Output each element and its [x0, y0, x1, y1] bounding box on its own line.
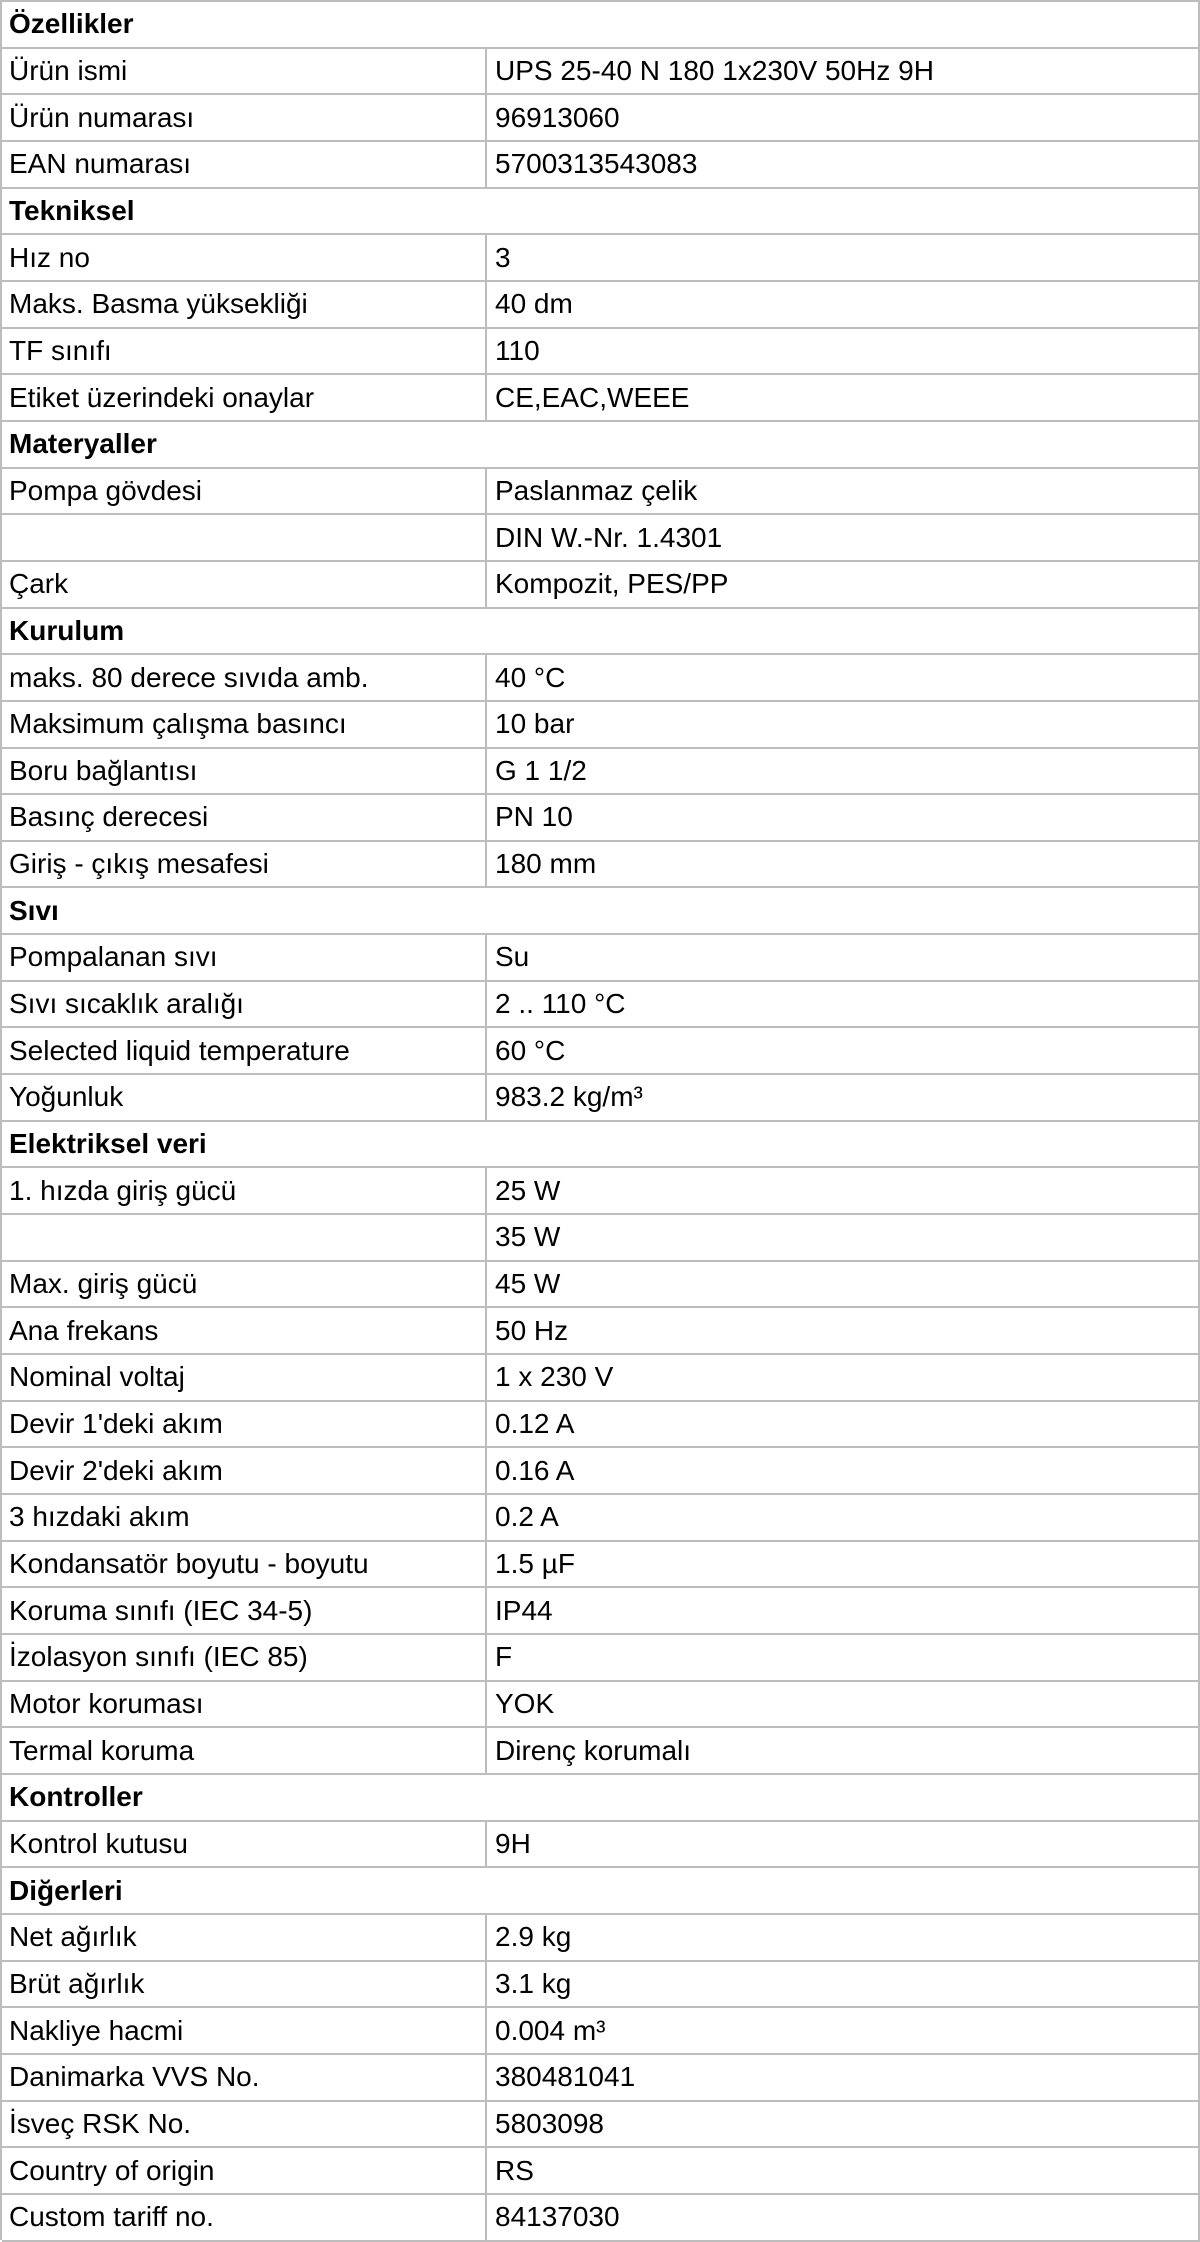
row-label: Brüt ağırlık	[2, 1962, 487, 2007]
table-row	[2, 515, 1200, 562]
section-title: Kurulum	[2, 609, 1200, 654]
row-label: Net ağırlık	[2, 1915, 487, 1960]
table-row	[2, 49, 1200, 96]
row-value: DIN W.-Nr. 1.4301	[487, 515, 1200, 560]
row-value: Kompozit, PES/PP	[487, 562, 1200, 607]
row-label: Selected liquid temperature	[2, 1028, 487, 1073]
table-row	[2, 142, 1200, 189]
table-row	[2, 1915, 1200, 1962]
row-label: Boru bağlantısı	[2, 749, 487, 794]
section-header	[2, 1775, 1200, 1822]
table-row	[2, 749, 1200, 796]
table-row	[2, 235, 1200, 282]
row-value: 35 W	[487, 1215, 1200, 1260]
table-row	[2, 1215, 1200, 1262]
row-label: Termal koruma	[2, 1728, 487, 1773]
row-label: Devir 1'deki akım	[2, 1402, 487, 1447]
row-value: CE,EAC,WEEE	[487, 375, 1200, 420]
row-value: G 1 1/2	[487, 749, 1200, 794]
table-row	[2, 1355, 1200, 1402]
row-label: Ürün ismi	[2, 49, 487, 94]
row-value: 10 bar	[487, 702, 1200, 747]
row-value: Su	[487, 935, 1200, 980]
row-label: Nakliye hacmi	[2, 2008, 487, 2053]
row-value: 50 Hz	[487, 1308, 1200, 1353]
row-label: Pompa gövdesi	[2, 469, 487, 514]
row-value: 2.9 kg	[487, 1915, 1200, 1960]
row-value: 40 dm	[487, 282, 1200, 327]
section-header	[2, 609, 1200, 656]
table-row	[2, 2102, 1200, 2149]
row-value: 380481041	[487, 2055, 1200, 2100]
section-title: Diğerleri	[2, 1868, 1200, 1913]
table-row	[2, 1402, 1200, 1449]
row-value: 983.2 kg/m³	[487, 1075, 1200, 1120]
table-row	[2, 795, 1200, 842]
table-row	[2, 469, 1200, 516]
row-label: Danimarka VVS No.	[2, 2055, 487, 2100]
table-row	[2, 329, 1200, 376]
row-value: 0.12 A	[487, 1402, 1200, 1447]
table-row	[2, 982, 1200, 1029]
table-row	[2, 1168, 1200, 1215]
table-row	[2, 1495, 1200, 1542]
row-label: İzolasyon sınıfı (IEC 85)	[2, 1635, 487, 1680]
table-row	[2, 1542, 1200, 1589]
table-row	[2, 1262, 1200, 1309]
row-label: Etiket üzerindeki onaylar	[2, 375, 487, 420]
row-label: Basınç derecesi	[2, 795, 487, 840]
table-row	[2, 1728, 1200, 1775]
table-row	[2, 2148, 1200, 2195]
table-row	[2, 1588, 1200, 1635]
row-value: 25 W	[487, 1168, 1200, 1213]
section-title: Elektriksel veri	[2, 1122, 1200, 1167]
row-label: EAN numarası	[2, 142, 487, 187]
row-value: 0.004 m³	[487, 2008, 1200, 2053]
table-row	[2, 1822, 1200, 1869]
table-row	[2, 562, 1200, 609]
table-row	[2, 1308, 1200, 1355]
table-row	[2, 1635, 1200, 1682]
row-label: 1. hızda giriş gücü	[2, 1168, 487, 1213]
row-value: F	[487, 1635, 1200, 1680]
section-title: Özellikler	[2, 2, 1200, 47]
row-value: 0.16 A	[487, 1448, 1200, 1493]
row-value: Paslanmaz çelik	[487, 469, 1200, 514]
table-row	[2, 95, 1200, 142]
table-row	[2, 655, 1200, 702]
table-row	[2, 1448, 1200, 1495]
table-row	[2, 935, 1200, 982]
table-row	[2, 282, 1200, 329]
table-row	[2, 1682, 1200, 1729]
row-label: Hız no	[2, 235, 487, 280]
row-value: 3	[487, 235, 1200, 280]
row-value: Direnç korumalı	[487, 1728, 1200, 1773]
row-label: 3 hızdaki akım	[2, 1495, 487, 1540]
table-row	[2, 2055, 1200, 2102]
section-header	[2, 888, 1200, 935]
row-value: PN 10	[487, 795, 1200, 840]
table-row	[2, 842, 1200, 889]
row-value: 96913060	[487, 95, 1200, 140]
row-value: IP44	[487, 1588, 1200, 1633]
row-label: Koruma sınıfı (IEC 34-5)	[2, 1588, 487, 1633]
row-value: 0.2 A	[487, 1495, 1200, 1540]
row-label: Kontrol kutusu	[2, 1822, 487, 1867]
section-header	[2, 189, 1200, 236]
row-label: Çark	[2, 562, 487, 607]
row-label: Pompalanan sıvı	[2, 935, 487, 980]
row-label: Max. giriş gücü	[2, 1262, 487, 1307]
row-label: Country of origin	[2, 2148, 487, 2193]
row-label: Nominal voltaj	[2, 1355, 487, 1400]
row-label: Maksimum çalışma basıncı	[2, 702, 487, 747]
section-header	[2, 422, 1200, 469]
table-row	[2, 375, 1200, 422]
row-label: TF sınıfı	[2, 329, 487, 374]
row-label: Kondansatör boyutu - boyutu	[2, 1542, 487, 1587]
row-label: Custom tariff no.	[2, 2195, 487, 2240]
row-value: 1.5 µF	[487, 1542, 1200, 1587]
row-value: 2 .. 110 °C	[487, 982, 1200, 1027]
row-value: YOK	[487, 1682, 1200, 1727]
row-label: Maks. Basma yüksekliği	[2, 282, 487, 327]
row-label: Motor koruması	[2, 1682, 487, 1727]
row-label: maks. 80 derece sıvıda amb.	[2, 655, 487, 700]
row-label: Yoğunluk	[2, 1075, 487, 1120]
row-label	[2, 1215, 487, 1260]
row-label: Ürün numarası	[2, 95, 487, 140]
row-value: UPS 25-40 N 180 1x230V 50Hz 9H	[487, 49, 1200, 94]
table-row	[2, 702, 1200, 749]
row-value: RS	[487, 2148, 1200, 2193]
section-title: Kontroller	[2, 1775, 1200, 1820]
row-value: 1 x 230 V	[487, 1355, 1200, 1400]
section-title: Materyaller	[2, 422, 1200, 467]
table-row	[2, 2195, 1200, 2242]
row-label	[2, 515, 487, 560]
section-header	[2, 1868, 1200, 1915]
section-title: Sıvı	[2, 888, 1200, 933]
row-value: 5700313543083	[487, 142, 1200, 187]
row-value: 180 mm	[487, 842, 1200, 887]
row-label: Ana frekans	[2, 1308, 487, 1353]
row-value: 5803098	[487, 2102, 1200, 2147]
row-label: Giriş - çıkış mesafesi	[2, 842, 487, 887]
row-value: 45 W	[487, 1262, 1200, 1307]
row-value: 84137030	[487, 2195, 1200, 2240]
row-value: 110	[487, 329, 1200, 374]
table-row	[2, 2008, 1200, 2055]
row-value: 60 °C	[487, 1028, 1200, 1073]
section-title: Tekniksel	[2, 189, 1200, 234]
table-row	[2, 1028, 1200, 1075]
row-value: 40 °C	[487, 655, 1200, 700]
row-value: 3.1 kg	[487, 1962, 1200, 2007]
row-label: İsveç RSK No.	[2, 2102, 487, 2147]
section-header	[2, 2, 1200, 49]
row-label: Devir 2'deki akım	[2, 1448, 487, 1493]
table-row	[2, 1075, 1200, 1122]
section-header	[2, 1122, 1200, 1169]
row-value: 9H	[487, 1822, 1200, 1867]
table-row	[2, 1962, 1200, 2009]
row-label: Sıvı sıcaklık aralığı	[2, 982, 487, 1027]
